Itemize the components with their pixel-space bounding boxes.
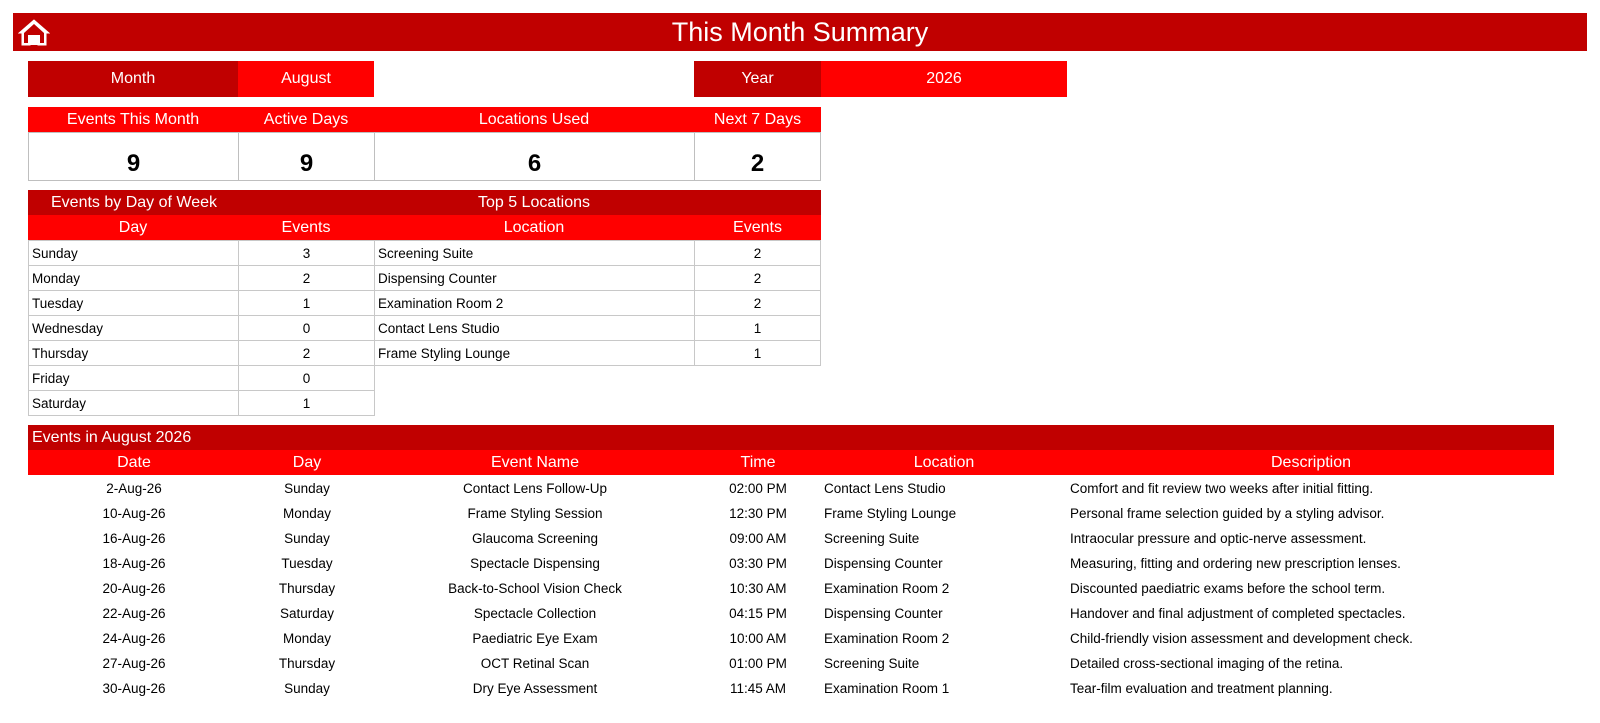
event-location: Contact Lens Studio <box>824 481 946 496</box>
event-location: Examination Room 1 <box>824 681 950 696</box>
by-day-row-events: 0 <box>238 315 375 341</box>
by-day-col-day: Day <box>28 215 238 240</box>
by-day-row-events: 2 <box>238 265 375 291</box>
event-description: Child-friendly vision assessment and development check. <box>1070 631 1413 646</box>
event-time: 12:30 PM <box>729 506 787 521</box>
event-location: Screening Suite <box>824 656 920 671</box>
events-col-day: Day <box>292 453 322 471</box>
event-time: 04:15 PM <box>729 606 787 621</box>
event-description: Handover and final adjustment of completed spectacles. <box>1070 606 1406 621</box>
event-day: Sunday <box>284 481 330 496</box>
event-day: Thursday <box>278 656 336 671</box>
month-label: Month <box>28 61 238 97</box>
event-name: Paediatric Eye Exam <box>472 631 598 646</box>
by-day-row-day: Saturday <box>28 390 239 416</box>
event-day: Monday <box>282 506 332 521</box>
event-time: 10:00 AM <box>729 631 787 646</box>
event-time: 11:45 AM <box>729 681 787 696</box>
kpi-next-7-days-value: 2 <box>694 132 821 181</box>
event-date: 20-Aug-26 <box>102 581 166 596</box>
home-icon[interactable] <box>18 18 50 47</box>
by-day-row-day: Sunday <box>28 240 239 266</box>
event-day: Thursday <box>278 581 336 596</box>
event-day: Sunday <box>284 681 330 696</box>
event-date: 27-Aug-26 <box>102 656 166 671</box>
by-day-row-events: 1 <box>238 290 375 316</box>
page-title: This Month Summary <box>671 16 929 47</box>
kpi-active-days-label: Active Days <box>238 107 374 132</box>
by-day-row-day: Tuesday <box>28 290 239 316</box>
event-location: Examination Room 2 <box>824 581 950 596</box>
top-locations-title: Top 5 Locations <box>477 193 591 211</box>
event-name: Glaucoma Screening <box>471 531 599 546</box>
top-location-row-name: Screening Suite <box>374 240 695 266</box>
event-name: Spectacle Collection <box>473 606 597 621</box>
events-col-location: Location <box>913 453 975 471</box>
event-time: 10:30 AM <box>729 581 787 596</box>
events-col-time: Time <box>740 453 776 471</box>
event-time: 09:00 AM <box>729 531 787 546</box>
event-date: 18-Aug-26 <box>102 556 166 571</box>
kpi-active-days-value: 9 <box>238 132 375 181</box>
event-name: Spectacle Dispensing <box>470 556 600 571</box>
event-name: OCT Retinal Scan <box>480 656 590 671</box>
kpi-events-this-month-value: 9 <box>28 132 239 181</box>
event-time: 02:00 PM <box>729 481 787 496</box>
year-label: Year <box>694 61 821 97</box>
event-day: Sunday <box>284 531 330 546</box>
by-day-row-day: Thursday <box>28 340 239 366</box>
month-select[interactable]: August <box>238 61 374 97</box>
event-day: Tuesday <box>281 556 333 571</box>
event-description: Measuring, fitting and ordering new prescription lenses. <box>1070 556 1401 571</box>
kpi-events-this-month-label: Events This Month <box>28 107 238 132</box>
top-locations-col-location: Location <box>374 215 694 240</box>
event-description: Discounted paediatric exams before the school term. <box>1070 581 1386 596</box>
top-location-row-events: 1 <box>694 315 821 341</box>
events-col-description: Description <box>1270 453 1352 471</box>
event-date: 2-Aug-26 <box>106 481 162 496</box>
event-location: Dispensing Counter <box>824 606 943 621</box>
events-col-date: Date <box>117 453 151 471</box>
event-description: Comfort and fit review two weeks after initial fitting. <box>1070 481 1374 496</box>
event-day: Saturday <box>279 606 335 621</box>
event-description: Detailed cross-sectional imaging of the retina. <box>1070 656 1344 671</box>
by-day-row-day: Wednesday <box>28 315 239 341</box>
event-name: Frame Styling Session <box>467 506 603 521</box>
event-location: Screening Suite <box>824 531 920 546</box>
event-date: 22-Aug-26 <box>102 606 166 621</box>
event-date: 10-Aug-26 <box>102 506 166 521</box>
event-date: 24-Aug-26 <box>102 631 166 646</box>
event-location: Frame Styling Lounge <box>824 506 957 521</box>
top-location-row-name: Frame Styling Lounge <box>374 340 695 366</box>
top-locations-col-events: Events <box>694 215 821 240</box>
event-day: Monday <box>282 631 332 646</box>
kpi-next-7-days-label: Next 7 Days <box>694 107 821 132</box>
top-location-row-name: Examination Room 2 <box>374 290 695 316</box>
top-location-row-name: Dispensing Counter <box>374 265 695 291</box>
by-day-row-day: Monday <box>28 265 239 291</box>
title-bar <box>13 13 1587 51</box>
event-name: Contact Lens Follow-Up <box>462 481 608 496</box>
kpi-locations-used-value: 6 <box>374 132 695 181</box>
by-day-row-events: 3 <box>238 240 375 266</box>
kpi-locations-used-label: Locations Used <box>374 107 694 132</box>
event-description: Personal frame selection guided by a styling advisor. <box>1070 506 1385 521</box>
event-date: 16-Aug-26 <box>102 531 166 546</box>
event-location: Examination Room 2 <box>824 631 950 646</box>
event-location: Dispensing Counter <box>824 556 943 571</box>
event-date: 30-Aug-26 <box>102 681 166 696</box>
by-day-title: Events by Day of Week <box>51 193 217 211</box>
event-time: 03:30 PM <box>729 556 787 571</box>
top-location-row-events: 2 <box>694 290 821 316</box>
by-day-row-events: 1 <box>238 390 375 416</box>
by-day-col-events: Events <box>238 215 374 240</box>
event-description: Tear-film evaluation and treatment planning. <box>1070 681 1333 696</box>
events-list-title: Events in August 2026 <box>28 425 1554 450</box>
top-location-row-events: 2 <box>694 265 821 291</box>
event-name: Back-to-School Vision Check <box>448 581 622 596</box>
by-day-row-events: 2 <box>238 340 375 366</box>
top-location-row-name: Contact Lens Studio <box>374 315 695 341</box>
by-day-row-events: 0 <box>238 365 375 391</box>
year-select[interactable]: 2026 <box>821 61 1067 97</box>
event-description: Intraocular pressure and optic-nerve assessment. <box>1070 531 1367 546</box>
event-time: 01:00 PM <box>729 656 787 671</box>
top-location-row-events: 1 <box>694 340 821 366</box>
events-col-name: Event Name <box>490 453 580 471</box>
by-day-row-day: Friday <box>28 365 239 391</box>
event-name: Dry Eye Assessment <box>472 681 598 696</box>
top-location-row-events: 2 <box>694 240 821 266</box>
